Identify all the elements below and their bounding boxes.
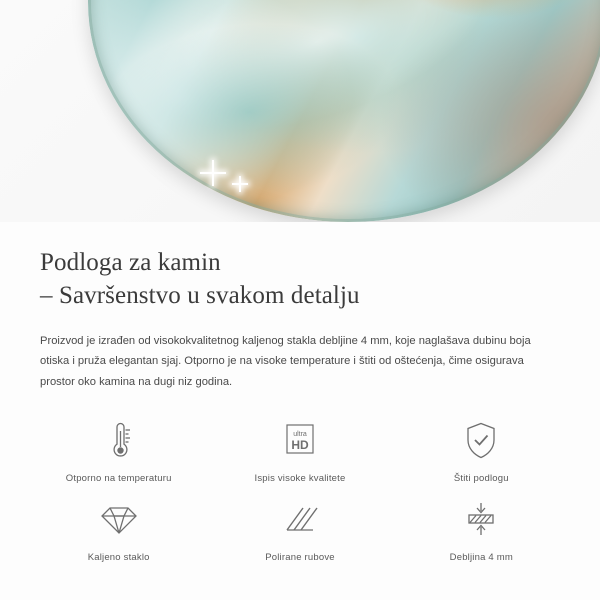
feature-item-polished-edges [209, 498, 390, 563]
hero-image [0, 0, 600, 222]
diamond-icon [99, 498, 139, 542]
page-title [40, 246, 560, 313]
feature-item-tempered-glass [28, 498, 209, 563]
content-block [0, 222, 600, 393]
feature-item-temperature [28, 419, 209, 484]
feature-label: Debljina 4 mm [449, 551, 513, 563]
headline-line-1: Podloga za kamin [40, 249, 221, 276]
thickness-icon [461, 498, 501, 542]
feature-grid [0, 419, 600, 563]
feature-label: Polirane rubove [265, 551, 335, 563]
feature-item-protects-surface [391, 419, 572, 484]
feature-label: Otporno na temperaturu [65, 472, 172, 484]
feature-label: Štiti podlogu [453, 472, 509, 484]
feature-label: Ispis visoke kvalitete [254, 472, 346, 484]
headline-line-2: – Savršenstvo u svakom detalju [40, 282, 360, 310]
polished-edges-icon [280, 498, 320, 542]
product-description: Proizvod je izrađen od visokokvalitetnog kaljenog stakla debljine 4 mm, koje naglašava dubinu boja otiska i pruža elegantan sjaj. Otporno je na visoke temperature i štiti od oštećenja, čime osigurava prostor oko kamina na dugi niz godina. [40, 334, 531, 388]
feature-item-thickness [391, 498, 572, 563]
ultra-hd-icon [278, 419, 322, 463]
feature-item-print-quality [209, 419, 390, 484]
svg-text:ultra: ultra [293, 430, 307, 438]
shield-check-icon [463, 419, 499, 463]
feature-label: Kaljeno staklo [87, 551, 150, 563]
svg-text:HD: HD [291, 437, 309, 452]
thermometer-icon [104, 419, 134, 463]
